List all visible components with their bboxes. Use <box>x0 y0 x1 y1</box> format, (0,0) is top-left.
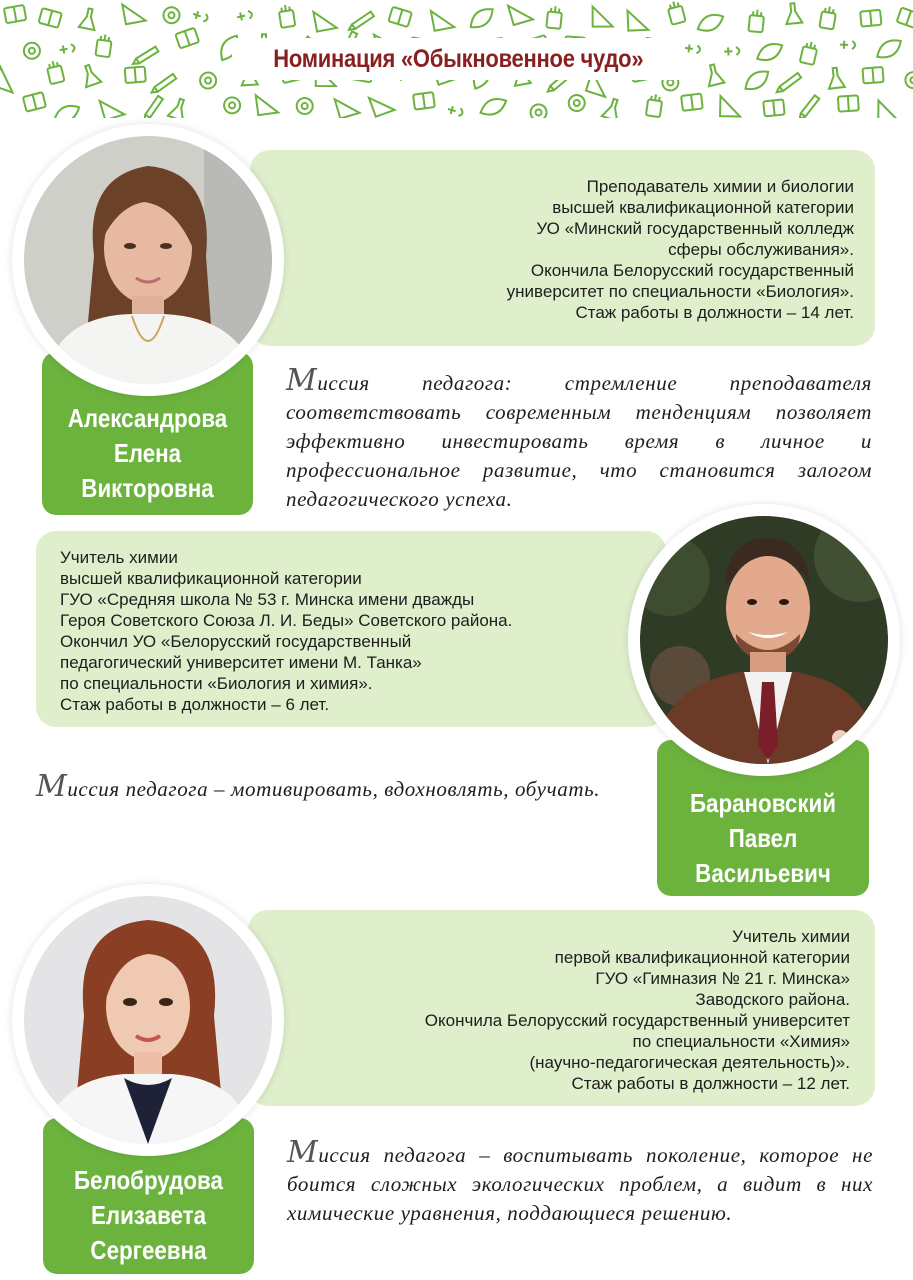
teacher-3-info-line: (научно-педагогическая деятельность)». <box>529 1053 850 1072</box>
teacher-2-mission <box>36 769 624 804</box>
teacher-3-portrait-image <box>24 896 272 1144</box>
doodle-leaf-icon <box>746 69 769 92</box>
teacher-2-photo <box>640 516 888 764</box>
doodle-pencil-icon <box>797 95 821 119</box>
doodle-cup-icon <box>667 0 686 25</box>
doodle-tri-icon <box>122 1 145 24</box>
doodle-circle-icon <box>567 93 587 113</box>
teacher-2-first-name: Павел <box>728 822 798 853</box>
teacher-3-info-line: Учитель химии <box>732 927 850 946</box>
doodle-formula-icon <box>447 105 464 117</box>
doodle-book-icon <box>413 92 435 110</box>
doodle-circle-icon <box>222 95 242 115</box>
doodle-circle-icon <box>24 43 40 59</box>
doodle-book-icon <box>838 95 859 111</box>
doodle-circle-icon <box>905 72 913 88</box>
teacher-1-mission <box>286 363 872 514</box>
doodle-pencil-icon <box>777 70 802 95</box>
teacher-3-info-box <box>248 910 875 1106</box>
teacher-3-info-line: по специальности «Химия» <box>632 1032 850 1051</box>
doodle-book-icon <box>681 94 703 111</box>
doodle-book-icon <box>763 99 784 116</box>
doodle-tri-icon <box>313 8 336 31</box>
doodle-formula-icon <box>840 41 855 50</box>
teacher-3-info-line: Стаж работы в должности – 12 лет. <box>571 1074 850 1093</box>
doodle-pencil-icon <box>133 42 159 68</box>
teacher-2-info-line: по специальности «Биология и химия». <box>60 674 373 693</box>
teacher-3-surname: Белобрудова <box>74 1164 223 1195</box>
doodle-leaf-icon <box>481 94 507 120</box>
teacher-2-surname: Барановский <box>689 787 837 818</box>
doodle-tri-icon <box>878 101 898 121</box>
doodle-tri-icon <box>100 95 125 120</box>
doodle-book-icon <box>175 28 199 49</box>
doodle-flask-icon <box>602 97 623 121</box>
teacher-3-info-line: первой квалификационной категории <box>554 948 850 967</box>
header-bottom-edge <box>0 118 913 122</box>
doodle-flask-icon <box>168 97 190 121</box>
teacher-2-mission-initial: М <box>36 769 68 804</box>
teacher-3-info-line: ГУО «Гимназия № 21 г. Минска» <box>595 969 850 988</box>
doodle-cup-icon <box>646 93 663 117</box>
doodle-formula-icon <box>724 47 739 56</box>
doodle-book-icon <box>39 8 62 28</box>
teacher-1-mission-initial: М <box>286 363 318 398</box>
doodle-tri-icon <box>720 96 740 116</box>
doodle-book-icon <box>23 92 46 111</box>
doodle-cup-icon <box>546 6 562 29</box>
doodle-book-icon <box>388 7 412 27</box>
teacher-1-info-line: сферы обслуживания». <box>668 240 854 259</box>
doodle-cup-icon <box>278 4 295 28</box>
teacher-2-portrait-image <box>640 516 888 764</box>
doodle-leaf-icon <box>471 7 493 29</box>
doodle-flask-icon <box>827 67 845 89</box>
teacher-1-surname: Александрова <box>67 403 228 433</box>
teacher-2-info-line: Стаж работы в должности – 6 лет. <box>60 695 330 714</box>
teacher-1-photo <box>24 136 272 384</box>
doodle-tri-icon <box>369 91 395 117</box>
teacher-3-patronymic: Сергеевна <box>90 1234 207 1265</box>
doodle-cup-icon <box>95 33 112 57</box>
doodle-cup-icon <box>748 9 764 32</box>
teacher-2-info-box <box>36 531 666 727</box>
doodle-flask-icon <box>80 63 102 87</box>
teacher-1-mission-text: иссия педагога: стремление преподавателя соответствовать современным тенденциям позволяет эффективно инвестировать время в личное и профессиональное развитие, что становится залогом педагогического успеха. <box>286 371 872 511</box>
doodle-tri-icon <box>335 94 360 119</box>
teacher-1-info-line: Стаж работы в должности – 14 лет. <box>575 303 854 322</box>
doodle-tri-icon <box>0 67 19 93</box>
doodle-circle-icon <box>200 72 217 89</box>
doodle-book-icon <box>125 67 146 83</box>
doodle-circle-icon <box>163 7 179 23</box>
doodle-leaf-icon <box>757 40 782 65</box>
doodle-flask-icon <box>704 63 724 86</box>
teacher-2-mission-text: иссия педагога – мотивировать, вдохновлять, обучать. <box>67 777 601 801</box>
teacher-2-patronymic: Васильевич <box>695 857 831 888</box>
teacher-1-patronymic: Викторовна <box>81 473 214 503</box>
teacher-1-first-name: Елена <box>113 438 182 468</box>
doodle-formula-icon <box>192 10 209 22</box>
doodle-cup-icon <box>800 40 819 65</box>
title-plate <box>232 38 684 80</box>
teacher-1-info-line: УО «Минский государственный колледж <box>536 219 854 238</box>
teacher-1-info-line: университет по специальности «Биология». <box>506 282 854 301</box>
teacher-2-info-line: Учитель химии <box>60 548 178 567</box>
doodle-pencil-icon <box>152 71 177 96</box>
teacher-3-first-name: Елизавета <box>90 1199 207 1230</box>
teacher-2-info-line: Героя Советского Союза Л. И. Беды» Советского района. <box>60 611 513 630</box>
doodle-tri-icon <box>628 10 649 31</box>
teacher-2-info-line: педагогический университет имени М. Танка» <box>60 653 422 672</box>
doodle-flask-icon <box>79 7 99 30</box>
doodle-cup-icon <box>819 5 836 29</box>
doodle-tri-icon <box>431 7 454 30</box>
doodle-tri-icon <box>508 0 533 25</box>
teacher-3-photo <box>24 896 272 1144</box>
header-banner <box>0 0 913 122</box>
teacher-3-info-line: Окончила Белорусский государственный университет <box>424 1011 850 1030</box>
doodle-book-icon <box>860 10 881 27</box>
teacher-1-portrait-image <box>24 136 272 384</box>
teacher-1-info-line: Преподаватель химии и биологии <box>586 177 854 196</box>
doodle-formula-icon <box>685 44 701 54</box>
doodle-formula-icon <box>236 10 252 21</box>
teacher-2-info-line: высшей квалификационной категории <box>60 569 362 588</box>
doodle-book-icon <box>897 8 913 29</box>
doodle-formula-icon <box>59 44 75 54</box>
doodle-circle-icon <box>295 97 314 116</box>
doodle-tri-icon <box>593 7 613 27</box>
doodle-pencil-icon <box>140 95 166 121</box>
doodle-cup-icon <box>46 60 65 85</box>
teacher-3-info-line: Заводского района. <box>695 990 850 1009</box>
teacher-3-mission-initial: М <box>287 1135 319 1170</box>
doodle-book-icon <box>863 67 884 83</box>
teacher-1-info-line: высшей квалификационной категории <box>552 198 854 217</box>
doodle-flask-icon <box>784 3 802 24</box>
doodle-book-icon <box>4 5 26 23</box>
teacher-3-mission-text: иссия педагога – воспитывать поколение, которое не боится сложных экологических проблем, а видит в них химические уравнения, поддающиеся решению. <box>287 1143 873 1225</box>
teacher-3-mission <box>287 1135 873 1228</box>
page-title: Номинация «Обыкновенное чудо» <box>272 44 644 73</box>
doodle-tri-icon <box>256 93 278 115</box>
teacher-1-info-box <box>250 150 875 346</box>
doodle-leaf-icon <box>877 37 901 61</box>
teacher-2-info-line: ГУО «Средняя школа № 53 г. Минска имени дважды <box>60 590 475 609</box>
teacher-2-info-line: Окончил УО «Белорусский государственный <box>60 632 412 651</box>
doodle-leaf-icon <box>698 10 723 35</box>
teacher-1-info-line: Окончила Белорусский государственный <box>530 261 854 280</box>
doodle-pencil-icon <box>349 8 375 34</box>
